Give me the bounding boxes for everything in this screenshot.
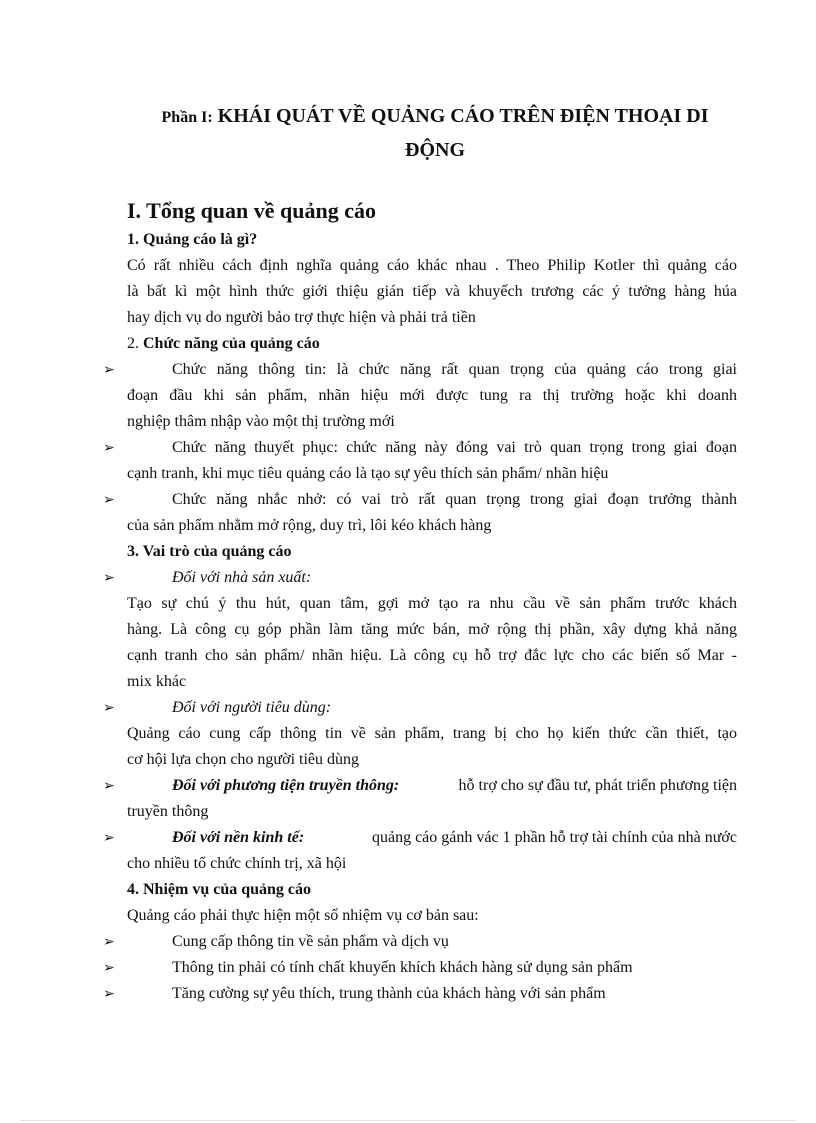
subheading-4: 4. Nhiệm vụ của quảng cáo: [127, 881, 312, 898]
paragraph-line: cho nhiều tổ chức chính trị, xã hội: [127, 855, 347, 872]
paragraph-line: hàng. Là công cụ góp phần làm tăng mức bán, mở rộng thị phần, xây dựng khả năng: [127, 621, 737, 638]
bullet-arrow-icon: ➢: [103, 570, 115, 586]
section-heading: I. Tổng quan về quảng cáo: [127, 198, 377, 223]
paragraph-line: nghiệp thâm nhập vào một thị trường mới: [127, 413, 395, 430]
paragraph-line: là bất kì một hình thức giới thiệu gián tiếp và khuyếch trương các ý tưởng hàng húa: [127, 283, 737, 300]
list-item: Tăng cường sự yêu thích, trung thành của khách hàng với sản phẩm: [172, 985, 606, 1002]
paragraph-line: cơ hội lựa chọn cho người tiêu dùng: [127, 751, 359, 768]
page-bottom-divider: [20, 1120, 796, 1121]
bullet-arrow-icon: ➢: [103, 934, 115, 950]
paragraph-line: cạnh tranh cho sản phẩm/ nhãn hiệu. Là công cụ hỗ trợ đắc lực cho các biến số Mar -: [127, 647, 737, 664]
title-main-line1: KHÁI QUÁT VỀ QUẢNG CÁO TRÊN ĐIỆN THOẠI DI: [217, 105, 709, 127]
subheading-2: [127, 333, 737, 355]
bullet-text: [172, 827, 737, 849]
subheading-1: 1. Quảng cáo là gì?: [127, 231, 258, 248]
bullet-label: Đối với nền kinh tế:: [172, 829, 305, 846]
bullet-arrow-icon: ➢: [103, 362, 115, 378]
bullet-arrow-icon: ➢: [103, 960, 115, 976]
paragraph-line: Quảng cáo cung cấp thông tin về sản phẩm, trang bị cho họ kiến thức cần thiết, tạo: [127, 725, 737, 742]
page-title: [120, 100, 750, 166]
paragraph-line: Có rất nhiều cách định nghĩa quảng cáo khác nhau . Theo Philip Kotler thì quảng cáo: [127, 257, 737, 274]
title-main-line2: ĐỘNG: [405, 139, 465, 161]
paragraph-line: hay dịch vụ do người bảo trợ thực hiện và phải trả tiền: [127, 309, 476, 326]
paragraph-line: truyền thông: [127, 803, 209, 820]
bullet-arrow-icon: ➢: [103, 440, 115, 456]
subheading-3: 3. Vai trò của quảng cáo: [127, 543, 292, 560]
subheading-2-number: 2.: [127, 335, 139, 352]
bullet-arrow-icon: ➢: [103, 700, 115, 716]
bullet-text: Chức năng nhắc nhở: có vai trò rất quan trọng trong giai đoạn trưởng thành: [172, 491, 737, 508]
bullet-text: Chức năng thông tin: là chức năng rất quan trọng của quảng cáo trong giai: [172, 361, 737, 378]
bullet-arrow-icon: ➢: [103, 778, 115, 794]
paragraph-line: của sản phẩm nhằm mở rộng, duy trì, lôi kéo khách hàng: [127, 517, 492, 534]
bullet-text: [172, 775, 737, 797]
bullet-label: Đối với nhà sản xuất:: [172, 569, 312, 586]
bullet-arrow-icon: ➢: [103, 830, 115, 846]
bullet-text: Chức năng thuyết phục: chức năng này đóng vai trò quan trọng trong giai đoạn: [172, 439, 737, 456]
bullet-arrow-icon: ➢: [103, 492, 115, 508]
list-item: Cung cấp thông tin về sản phẩm và dịch vụ: [172, 933, 449, 950]
paragraph-line: Tạo sự chú ý thu hút, quan tâm, gợi mở tạo ra nhu cầu về sản phẩm trước khách: [127, 595, 737, 612]
bullet-label: Đối với người tiêu dùng:: [172, 699, 332, 716]
paragraph-line: Quảng cáo phải thực hiện một số nhiệm vụ cơ bản sau:: [127, 907, 479, 924]
paragraph-line: đoạn đầu khi sản phẩm, nhãn hiệu mới được tung ra thị trường hoặc khi doanh: [127, 387, 737, 404]
paragraph-line: cạnh tranh, khi mục tiêu quảng cáo là tạo sự yêu thích sản phẩm/ nhãn hiệu: [127, 465, 609, 482]
list-item: Thông tin phải có tính chất khuyến khích khách hàng sử dụng sản phẩm: [172, 959, 633, 976]
title-part-label: Phần I:: [161, 109, 213, 126]
paragraph-line: mix khác: [127, 673, 187, 690]
bullet-body: quảng cáo gánh vác 1 phần hỗ trợ tài chính của nhà nước: [371, 829, 737, 846]
bullet-arrow-icon: ➢: [103, 986, 115, 1002]
subheading-2-text: Chức năng của quảng cáo: [143, 335, 320, 352]
bullet-body: hỗ trợ cho sự đầu tư, phát triển phương tiện: [458, 777, 737, 794]
bullet-label: Đối với phương tiện truyền thông:: [172, 777, 400, 794]
